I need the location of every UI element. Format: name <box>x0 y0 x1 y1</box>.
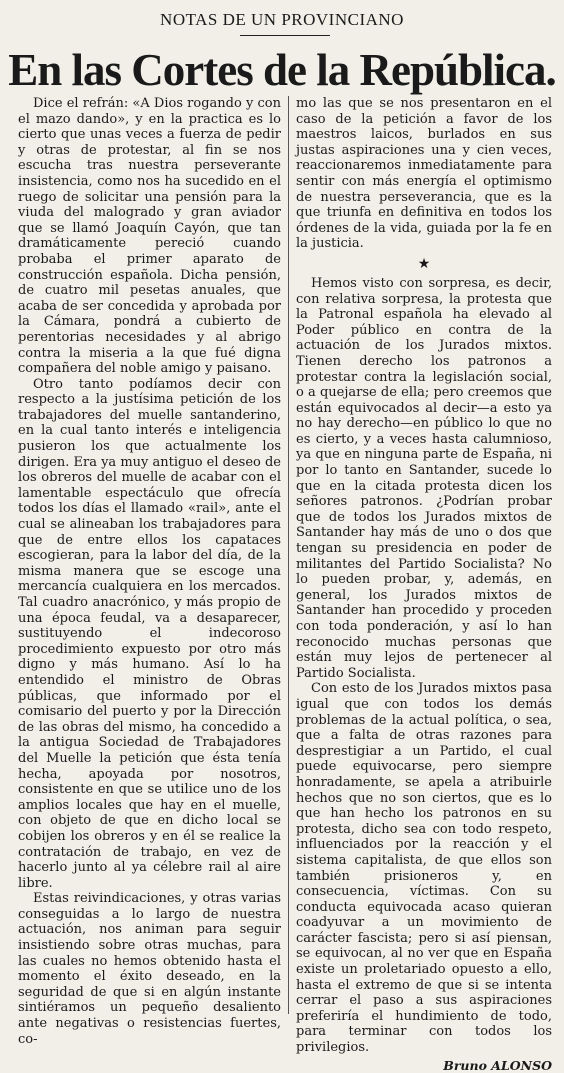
star-separator-icon: ★ <box>417 255 431 272</box>
paragraph: Con esto de los Jurados mixtos pasa igual que con todos los demás problemas de la actual política, o sea, que a falta de otras razones para desprestigiar a un Partido, el cual puede equivocarse, pero siempre honradamente, se apela a atribuirle hechos que no son ciertos, que es lo que han hecho los patronos en su protesta, dicho sea con todo respeto, influenciados por la reacción y el sistema capitalista, de que ellos son también prisioneros y, en consecuencia, víctimas. Con su conducta equivocada acaso quieran coadyuvar a un movimiento de carácter fascista; pero si así piensan, se equivocan, al no ver que en España existe un proletariado opuesto a ello, hasta el extremo de que si se intenta cerrar el paso a sus aspiraciones preferiría el hundimiento de todo, para terminar con todos los privilegios. <box>296 681 552 1056</box>
paragraph: mo las que se nos presentaron en el caso de la petición a favor de los maestros laicos, burlados en sus justas aspiraciones una y cien veces, reaccionaremos inmediatamente para sentir con más energía el optimismo de nuestra perseverancia, que es la que triunfa en definitiva en todos los órdenes de la vida, guiada por la fe en la justicia. <box>296 96 552 252</box>
article-headline: En las Cortes de la República. <box>8 45 556 95</box>
article-column-left <box>18 96 281 1047</box>
paragraph: Estas reivindicaciones, y otras varias conseguidas a lo largo de nuestra actuación, nos animan para seguir insistiendo sobre otras muchas, para las cuales no hemos obtenido hasta el momento el éxito deseado, en la seguridad de que si en algún instante sintiéramos un pequeño desaliento ante negativas o resistencias fuertes, co- <box>18 891 281 1047</box>
section-title: NOTAS DE UN PROVINCIANO <box>160 10 404 29</box>
author-signature: Bruno ALONSO <box>443 1057 552 1073</box>
paragraph: Dice el refrán: «A Dios rogando y con el mazo dando», y en la practica es lo cierto que unas veces a fuerza de pedir y otras de protestar, al fin se nos escucha tras nuestra perseverante insistencia, como nos ha sucedido en el ruego de solicitar una pensión para la viuda del malogrado y gran aviador que se llamó Joaquín Cayón, que tan dramáticamente pereció cuando probaba el primer aparato de construcción española. Dicha pensión, de cuatro mil pesetas anuales, que acaba de ser concedida y aprobada por la Cámara, pondrá a cubierto de perentorias necesidades y al abrigo contra la miseria a la que fué digna compañera del noble amigo y paisano. <box>18 96 281 377</box>
title-divider <box>240 35 330 36</box>
column-divider <box>288 96 289 1014</box>
paragraph: Otro tanto podíamos decir con respecto a la justísima petición de los trabajadores del muelle santanderino, en la cual tanto interés e inteligencia pusieron los que actualmente los dirigen. Era ya muy antiguo el deseo de los obreros del muelle de acabar con el lamentable espectáculo que ofrecía todos los días el llamado «rail», ante el cual se alineaban los trabajadores para que de entre ellos los capataces escogieran, para la labor del día, de la misma manera que se escoge una mercancía cualquiera en los mercados. Tal cuadro anacrónico, y más propio de una época feudal, va a desaparecer, sustituyendo el indecoroso procedimiento expuesto por otro más digno y más humano. Así lo ha entendido el ministro de Obras públicas, que informado por el comisario del puerto y por la Dirección de las obras del mismo, ha concedido a la antigua Sociedad de Trabajadores del Muelle la petición que ésta tenía hecha, apoyada por nosotros, consistente en que se utilice uno de los amplios locales que hay en el muelle, con objeto de que en dicho local se cobijen los obreros y en él se realice la contratación de trabajo, en vez de hacerlo junto al ya célebre rail al aire libre. <box>18 376 281 891</box>
paragraph: Hemos visto con sorpresa, es decir, con relativa sorpresa, la protesta que la Patronal española ha elevado al Poder público en contra de la actuación de los Jurados mixtos. Tienen derecho los patronos a protestar contra la legislación social, o a quejarse de ella; pero creemos que están equivocados al decir—a esto ya no hay derecho—en público lo que no es cierto, y a veces hasta calumnioso, ya que en ninguna parte de España, ni por lo tanto en Santander, sucede lo que en la citada protesta dicen los señores patronos. ¿Podrían probar que de todos los Jurados mixtos de Santander hay más de uno o dos que tengan su presidencia en poder de militantes del Partido Socialista? No lo pueden probar, y, además, en general, los Jurados mixtos de Santander han procedido y proceden con toda ponderación, y así lo han reconocido muchas personas que están muy lejos de pertenecer al Partido Socialista. <box>296 275 552 681</box>
article-column-right <box>296 96 552 1073</box>
